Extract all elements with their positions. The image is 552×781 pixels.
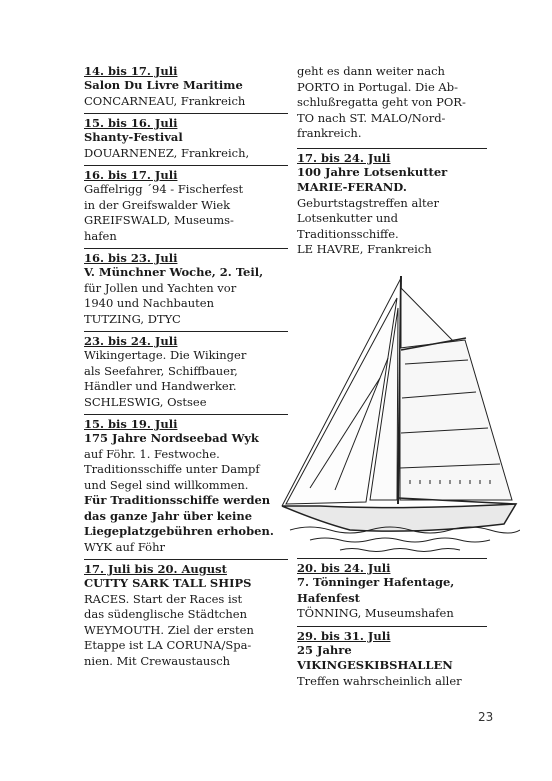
event-text-line: GREIFSWALD, Museums- xyxy=(84,213,234,227)
event-entry xyxy=(84,414,288,555)
event-text-line: Gaffelrigg ´94 - Fischerfest xyxy=(84,182,244,196)
event-text-line: Lotsenkutter und xyxy=(297,211,399,225)
event-text-line: Salon Du Livre Maritime xyxy=(84,78,243,92)
event-text-line: Geburtstagstreffen alter xyxy=(297,195,439,210)
event-text-line: VIKINGESKIBSHALLEN xyxy=(297,658,453,672)
continuation-text xyxy=(297,64,487,142)
continuation-line: geht es dann weiter nach xyxy=(297,64,445,78)
event-date: 17. Juli bis 20. August xyxy=(84,562,227,576)
right-column xyxy=(297,64,487,262)
event-text-line: Hafenfest xyxy=(297,590,360,605)
event-entry xyxy=(297,148,487,258)
continuation-line: schlußregatta geht von POR- xyxy=(297,95,466,109)
event-entry xyxy=(84,331,288,410)
event-text-line: WYK auf Föhr xyxy=(84,539,166,554)
event-text-line: TUTZING, DTYC xyxy=(84,311,181,326)
event-entry xyxy=(297,626,487,690)
event-text-line: SCHLESWIG, Ostsee xyxy=(84,394,207,409)
event-text-line: Treffen wahrscheinlich aller xyxy=(297,673,462,688)
event-date: 14. bis 17. Juli xyxy=(84,64,178,78)
event-entry xyxy=(84,64,288,109)
right-top-entry xyxy=(297,148,487,258)
event-text-line: in der Greifswalder Wiek xyxy=(84,197,231,212)
event-text-line: und Segel sind willkommen. xyxy=(84,477,249,492)
event-text-line: CUTTY SARK TALL SHIPS xyxy=(84,576,252,590)
event-date: 15. bis 16. Juli xyxy=(84,116,178,130)
continuation-line: TO nach ST. MALO/Nord- xyxy=(297,110,446,125)
event-text-line: Traditionsschiffe unter Dampf xyxy=(84,462,260,476)
event-date: 17. bis 24. Juli xyxy=(297,150,391,165)
event-date: 16. bis 23. Juli xyxy=(84,251,178,265)
event-text-line: 175 Jahre Nordseebad Wyk xyxy=(84,431,259,445)
event-date: 16. bis 17. Juli xyxy=(84,168,178,182)
event-text-line: Händler und Handwerker. xyxy=(84,379,237,393)
event-text-line: CONCARNEAU, Frankreich xyxy=(84,93,246,108)
left-column xyxy=(84,64,288,673)
event-date: 29. bis 31. Juli xyxy=(297,628,391,643)
event-text-line: Für Traditionsschiffe werden xyxy=(84,493,271,507)
event-text-line: nien. Mit Crewaustausch xyxy=(84,653,231,668)
event-entry xyxy=(84,165,288,244)
event-text-line: für Jollen und Yachten vor xyxy=(84,280,237,295)
event-text-line: MARIE-FERAND. xyxy=(297,180,407,194)
event-text-line: TÖNNING, Museumshafen xyxy=(297,606,454,620)
event-text-line: WEYMOUTH. Ziel der ersten xyxy=(84,622,254,637)
event-text-line: LE HAVRE, Frankreich xyxy=(297,242,432,256)
event-text-line: 100 Jahre Lotsenkutter xyxy=(297,164,448,179)
event-text-line: 1940 und Nachbauten xyxy=(84,296,214,310)
event-text-line: Traditionsschiffe. xyxy=(297,226,399,241)
event-entry xyxy=(84,113,288,161)
event-text-line: Shanty-Festival xyxy=(84,130,183,144)
event-text-line: 25 Jahre xyxy=(297,642,352,657)
event-text-line: Wikingertage. Die Wikinger xyxy=(84,348,247,362)
event-text-line: hafen xyxy=(84,228,117,243)
event-text-line: auf Föhr. 1. Festwoche. xyxy=(84,446,220,461)
continuation-line: frankreich. xyxy=(297,126,362,140)
event-text-line: das südenglische Städtchen xyxy=(84,607,247,621)
event-date: 15. bis 19. Juli xyxy=(84,417,178,431)
event-text-line: Liegeplatzgebühren erhoben. xyxy=(84,524,274,538)
event-text-line: RACES. Start der Races ist xyxy=(84,591,243,606)
event-text-line: Etappe ist LA CORUNA/Spa- xyxy=(84,638,252,652)
continuation-line: PORTO in Portugal. Die Ab- xyxy=(297,79,458,94)
event-text-line: das ganze Jahr über keine xyxy=(84,508,253,523)
event-date: 23. bis 24. Juli xyxy=(84,334,178,348)
sailing-cutter-icon xyxy=(280,268,520,558)
event-entry xyxy=(84,559,288,669)
event-date: 20. bis 24. Juli xyxy=(297,561,391,575)
event-text-line: V. Münchner Woche, 2. Teil, xyxy=(84,265,264,279)
event-text-line: DOUARNENEZ, Frankreich, xyxy=(84,145,250,160)
event-entry xyxy=(297,558,487,622)
page-number: 23 xyxy=(478,710,494,724)
event-text-line: als Seefahrer, Schiffbauer, xyxy=(84,363,238,378)
event-text-line: 7. Tönninger Hafentage, xyxy=(297,575,455,589)
event-entry xyxy=(84,248,288,327)
right-bottom-entries xyxy=(297,558,487,693)
